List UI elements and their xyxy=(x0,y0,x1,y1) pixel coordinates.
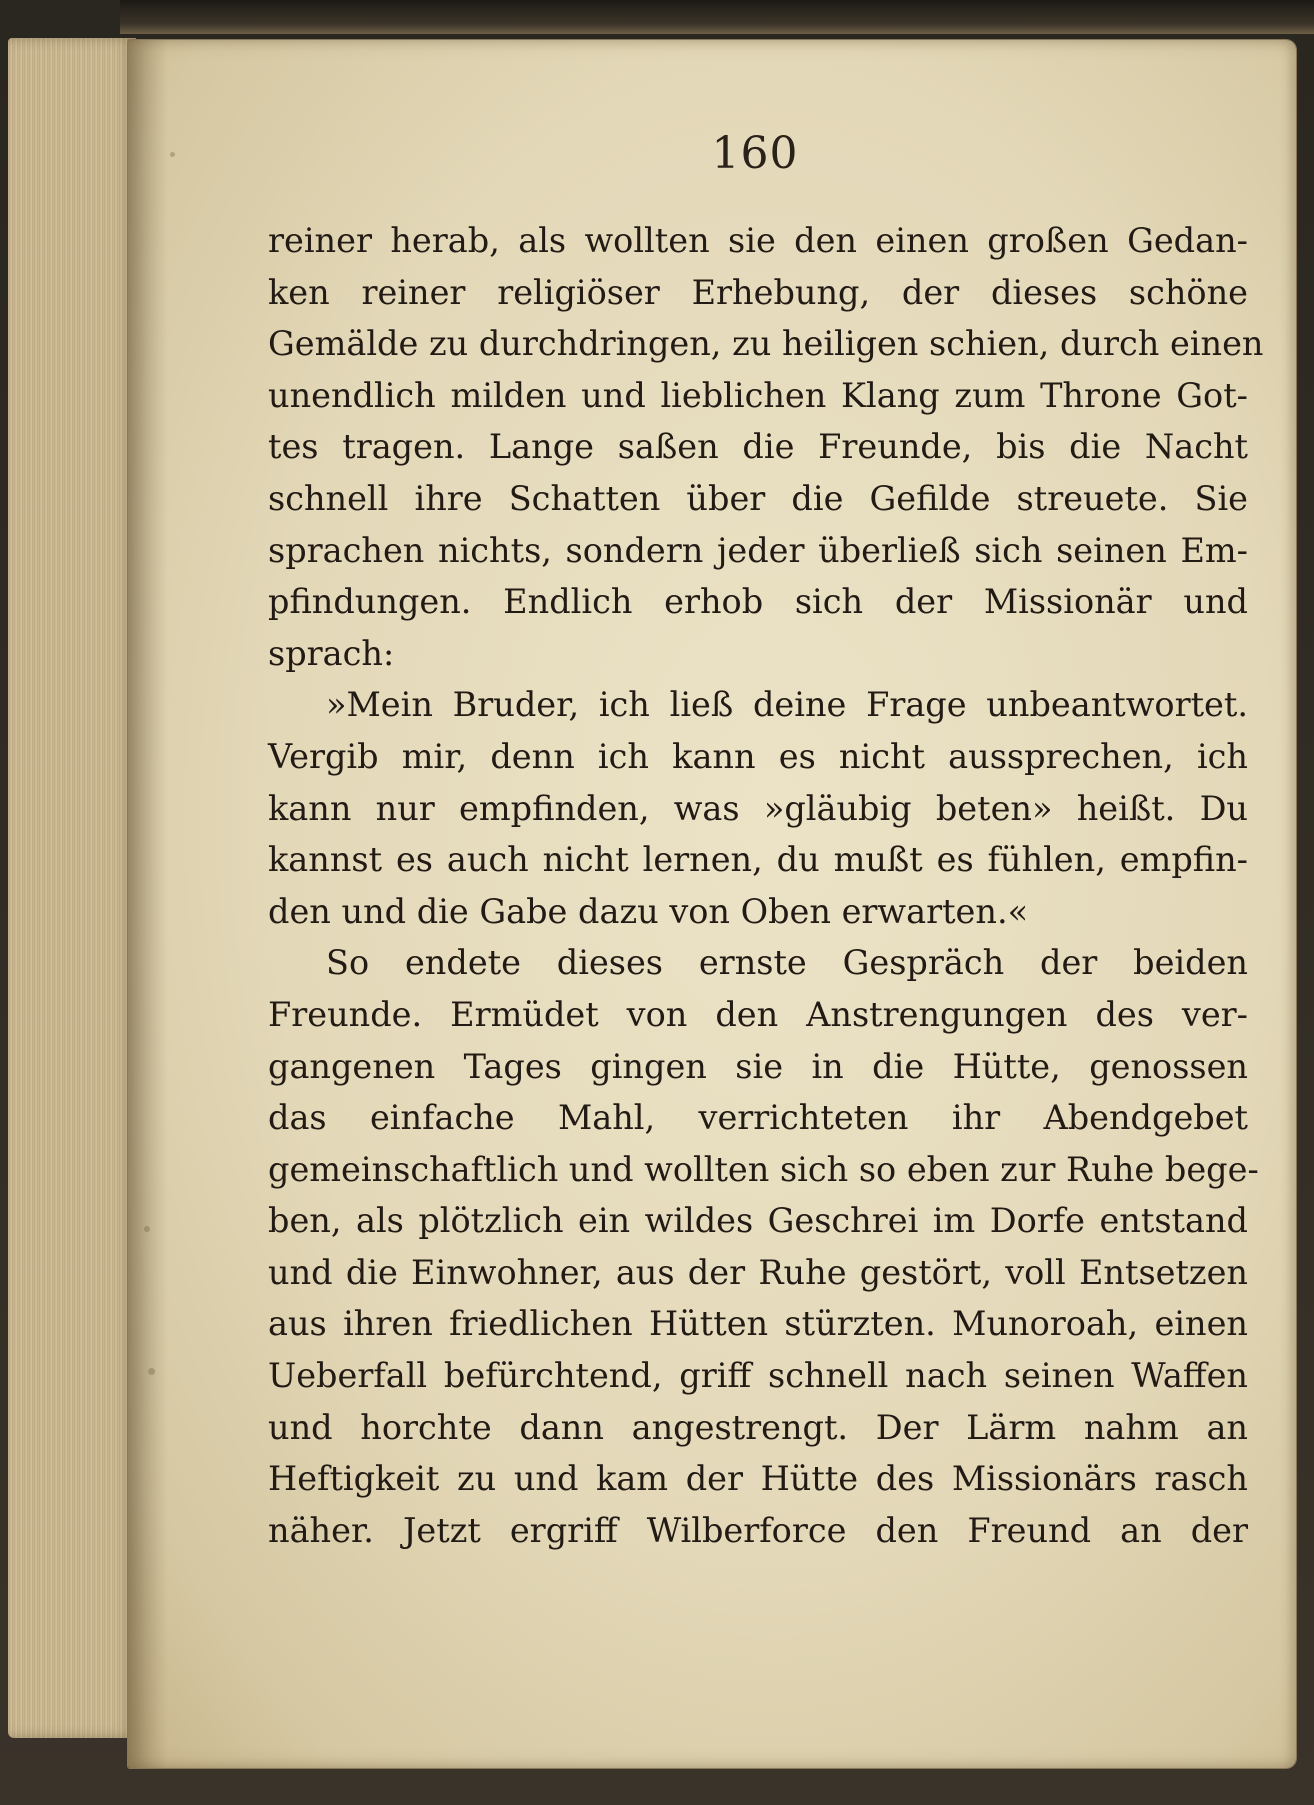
text-line: reiner herab, als wollten sie den einen großen Gedan- xyxy=(268,221,1248,260)
body-text xyxy=(268,215,1264,1556)
text-line: gemeinschaftlich und wollten sich so eben zur Ruhe bege- xyxy=(268,1149,1259,1189)
text-line: So endete dieses ernste Gespräch der beiden xyxy=(326,943,1248,983)
book-top-edge xyxy=(120,0,1314,34)
text-line: kannst es auch nicht lernen, du mußt es fühlen, empfin- xyxy=(268,840,1248,880)
text-line: schnell ihre Schatten über die Gefilde streuete. Sie xyxy=(268,478,1248,518)
text-line: den und die Gabe dazu von Oben erwarten.« xyxy=(268,891,1029,931)
text-line: sprach: xyxy=(268,633,395,673)
text-line: unendlich milden und lieblichen Klang zum Throne Got- xyxy=(268,375,1248,415)
text-line: näher. Jetzt ergriff Wilberforce den Freund an der xyxy=(268,1510,1248,1550)
text-line: Ueberfall befürchtend, griff schnell nach seinen Waffen xyxy=(268,1356,1248,1396)
spine-shadow xyxy=(128,40,168,1768)
text-line: und horchte dann angestrengt. Der Lärm nahm an xyxy=(268,1407,1248,1447)
text-line: und die Einwohner, aus der Ruhe gestört, voll Entsetzen xyxy=(268,1252,1248,1292)
paper-spot xyxy=(170,152,175,157)
paper-spot xyxy=(148,1368,155,1375)
text-line: Vergib mir, denn ich kann es nicht aussprechen, ich xyxy=(268,736,1248,776)
text-line: tes tragen. Lange saßen die Freunde, bis die Nacht xyxy=(268,427,1248,467)
page-number: 160 xyxy=(711,128,799,179)
text-line: Heftigkeit zu und kam der Hütte des Missionärs rasch xyxy=(268,1459,1248,1499)
text-line: gangenen Tages gingen sie in die Hütte, genossen xyxy=(268,1046,1248,1086)
page-edges xyxy=(8,38,136,1738)
text-line: Freunde. Ermüdet von den Anstrengungen des ver- xyxy=(268,994,1248,1034)
text-line: pfindungen. Endlich erhob sich der Missionär und xyxy=(268,582,1248,622)
text-line: das einfache Mahl, verrichteten ihr Abendgebet xyxy=(268,1098,1248,1138)
text-line: ken reiner religiöser Erhebung, der dieses schöne xyxy=(268,272,1248,312)
text-line: »Mein Bruder, ich ließ deine Frage unbeantwortet. xyxy=(326,685,1248,725)
text-line: kann nur empfinden, was »gläubig beten» heißt. Du xyxy=(268,788,1248,828)
text-line: aus ihren friedlichen Hütten stürzten. Munoroah, einen xyxy=(268,1304,1248,1344)
paper-spot xyxy=(144,1226,150,1232)
text-line: ben, als plötzlich ein wildes Geschrei im Dorfe entstand xyxy=(268,1201,1248,1241)
text-line: Gemälde zu durchdringen, zu heiligen schien, durch einen xyxy=(268,324,1264,364)
text-line: sprachen nichts, sondern jeder überließ sich seinen Em- xyxy=(268,530,1248,570)
